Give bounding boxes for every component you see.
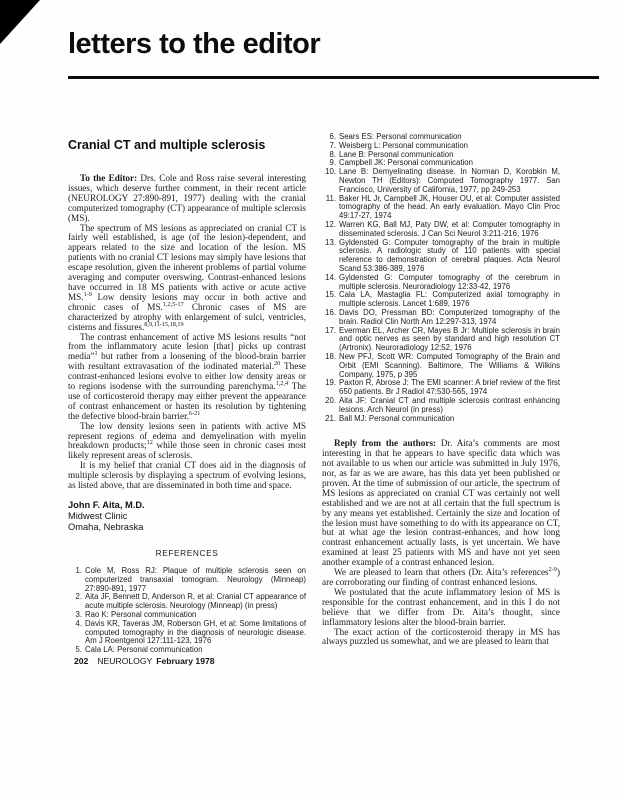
reference-list-left [68,567,306,655]
reference-number: 11. [325,193,336,203]
reference-text: Warren KG, Ball MJ, Paty DW, et al: Computer tomography in disseminated sclerosis. J Can Sci Neurol 3:211-216, 1976 [339,219,560,238]
reference-number: 4. [75,618,82,628]
reference-item [68,620,306,646]
signature-affiliation: Midwest Clinic [68,511,128,521]
letter-paragraph: It is my belief that cranial CT does aid in the diagnosis of multiple sclerosis by displaying a spectrum of evolving lesions, as listed above, that are disseminated in both time and space. [68,460,306,491]
reference-item [322,397,560,415]
reference-text: Everman EL, Archer CR, Mayes B Jr: Multiple sclerosis in brain and optic nerves as seen by standard and high resolution CT (Artronix). Neuroradiology 12:52, 1976 [339,325,560,353]
reference-text: Rao K: Personal communication [85,609,197,619]
reference-item [322,195,560,221]
reference-item [68,567,306,593]
reply-section [322,439,560,647]
reference-item [322,353,560,379]
reference-text: Paxton R, Abrose J: The EMI scanner: A brief review of the first 650 patients. Br J Radiol 47:530-565, 1974 [339,378,560,397]
references-heading: REFERENCES [155,548,219,558]
reference-list-right [322,133,560,423]
page-footer [74,656,215,666]
reference-text: Sears ES: Personal communication [339,132,462,141]
reply-paragraph: We postulated that the acute inflammatory lesion of MS is responsible for the contrast enhancement, and in this I do not believe that we differ from Dr. Aita’s thought, since inflammatory lesions alter the blood-brain barrier. [322,586,560,627]
reference-number: 5. [75,645,82,655]
reference-item [322,415,560,424]
letter-body [68,174,306,491]
reference-item [68,646,306,655]
signature-name: John F. Aita, M.D. [68,500,145,510]
reference-text: Baker HL Jr, Campbell JK, Houser OU, et al: Computer assisted tomography of the head. An early evaluation. Mayo Clin Proc 49:17-27, 1974 [339,193,560,221]
reference-item [322,291,560,309]
reference-item [322,168,560,194]
footer-journal-name: NEUROLOGY [97,656,153,666]
reference-number: 19. [325,378,336,388]
reference-item [322,379,560,397]
reference-text: Davis KR, Taveras JM, Roberson GH, et al: Some limitations of computed tomography in the diagnosis of neurologic disease. Am J Roentgenol 127:111-123, 1976 [85,618,306,646]
reference-number: 2. [75,592,82,602]
signature-block [68,500,306,533]
reference-item [322,239,560,274]
reply-paragraph: The exact action of the corticosteroid therapy in MS has always puzzled us somewhat, and we are pleased to learn that [322,626,560,647]
reference-text: Davis DO, Pressman BD: Computerized tomography of the brain. Radiol Clin North Am 12:297-313, 1974 [339,307,560,326]
reference-number: 3. [75,609,82,619]
reference-text: Cala LA, Mastaglia FL: Computerized axial tomography in multiple sclerosis. Lancet 1:689, 1976 [339,290,560,309]
letter-paragraph: The spectrum of MS lesions as appreciated on cranial CT is fairly well established, is age (of the lesion)-dependent, and appears related to the size and location of the lesion. MS patients with no cranial CT lesions may simply have lesions that escape resolution, given the inherent problems of partial volume averaging and computer overswing. Contrast-enhanced lesions have occurred in 18 MS patients with active or acute active MS.$^{1-9}$ Low density lesions may occur in both active and chronic cases of MS.$^{1,2,5-17}$ Chronic cases of MS are characterized by atrophy with enlargement of sulci, ventricles, cisterns and fissures.$^{8,9,11-15,18,19}$ [68,222,306,332]
signature-location: Omaha, Nebraska [68,522,144,532]
reference-item [322,274,560,292]
footer-issue-date: February 1978 [156,656,215,666]
reference-number: 14. [325,272,336,282]
reference-text: Ball MJ: Personal communication [339,413,455,423]
reference-number: 8. [329,149,336,159]
reference-number: 20. [325,395,336,405]
scan-corner-mark [0,0,40,44]
reference-item [322,327,560,353]
reference-number: 16. [325,307,336,317]
reference-item [68,593,306,611]
reference-item [322,221,560,239]
reference-text: Lane B: Personal communication [339,149,454,159]
letter-paragraph: The low density lesions seen in patients with active MS represent regions of edema and demyelination with myelin breakdown products;$^{12}$ while those seen in chronic cases most likely represent areas of sclerosis. [68,420,307,461]
letter-title: Cranial CT and multiple sclerosis [68,138,266,152]
reference-text: Cole M, Ross RJ: Plaque of multiple sclerosis seen on computerized transaxial tomogram. Neurology (Minneap) 27:890-891, 1977 [85,566,306,593]
reference-text: Gyldensted G: Computer tomography of the cerebrum in multiple sclerosis. Neuroradiology 12:33-42, 1976 [339,272,560,291]
reference-number: 12. [325,219,336,229]
reference-number: 18. [325,351,336,361]
reference-number: 7. [329,140,336,150]
right-column [322,133,560,647]
letter-paragraph: To the Editor: Drs. Cole and Ross raise several interesting issues, which deserve further comment, in their recent article (NEUROLOGY 27:890-891, 1977) dealing with the cranial computerized tomography (CT) appearance of multiple sclerosis (MS). [68,173,306,223]
reference-text: Aita JF: Cranial CT and multiple sclerosis contrast enhancing lesions. Arch Neurol (in press) [339,395,560,414]
reference-number: 6. [329,132,336,141]
reference-number: 9. [329,158,336,168]
reference-text: New PFJ, Scott WR: Computed Tomography of the Brain and Orbit (EMI Scanning). Baltimore, The Williams & Wilkins Company, 1975, p 395 [339,351,560,379]
reference-number: 21. [325,413,336,423]
letter-paragraph: The contrast enhancement of active MS lesions results “not from the inflammatory acute lesion [that] picks up contrast media”$^1$ but rather from a loosening of the blood-brain barrier with resultant extravasation of the iodinated material.$^{20}$ These contrast-enhanced lesions evolve to either low density areas or to regions isodense with the surrounding parenchyma.$^{1,2,4}$ The use of corticosteroid therapy may either prevent the appearance of contrast enhancement or hasten its resolution by tightening the defective blood-brain barrier.$^{6-21}$ [68,331,306,421]
reference-text: Campbell JK: Personal communication [339,158,473,168]
left-column [68,138,306,655]
reference-text: Aita JF, Bennett D, Anderson R, et al: Cranial CT appearance of acute multiple sclerosis. Neurology (Minneap) (in press) [85,592,306,611]
section-title: letters to the editor [68,28,321,60]
reference-number: 17. [325,325,336,335]
reference-number: 1. [75,566,82,575]
header-rule [68,76,599,79]
reference-number: 15. [325,290,336,300]
reference-text: Gyldensted G: Computer tomography of the brain in multiple sclerosis. A radiologic study of 110 patients with special reference to demonstration of cerebral plaques. Acta Neurol Scand 53:386-389, 1976 [339,237,560,273]
reference-text: Weisberg L: Personal communication [339,140,468,150]
reference-item [322,309,560,327]
reference-text: Cala LA: Personal communication [85,645,203,655]
footer-page-number: 202 [74,656,89,666]
reply-paragraph: Reply from the authors: Dr. Aita’s comments are most interesting in that he appears to have specific data which was not available to us when our article was submitted in July 1976, nor, as far as we are aware, has this data yet been published or proven. At the time of submission of our article, the spectrum of MS lesions as appreciated on cranial CT was certainly not well established and we are not at all certain that the full spectrum is by any means yet established. Certainly the size and location of the lesion must have something to do with its appearance on CT, but at what age the lesion contrast-enhances, and how long contrast enhancement actually lasts, is yet uncertain. We have examined at least 25 patients with MS and have not yet seen another example of a contrast enhanced lesion. [322,438,560,568]
reference-text: Lane B: Demyelinating disease. In Norman D, Korobkin M, Newton TH (Editors): Computed Tomography 1977. San Francisco, University of California, 1977, pp 249-253 [339,167,560,194]
reference-number: 13. [325,237,336,247]
reference-number: 10. [325,167,336,177]
reply-paragraph: We are pleased to learn that others (Dr. Aita’s references$^{2-9}$) are corroborating our finding of contrast enhanced lesions. [322,566,560,587]
